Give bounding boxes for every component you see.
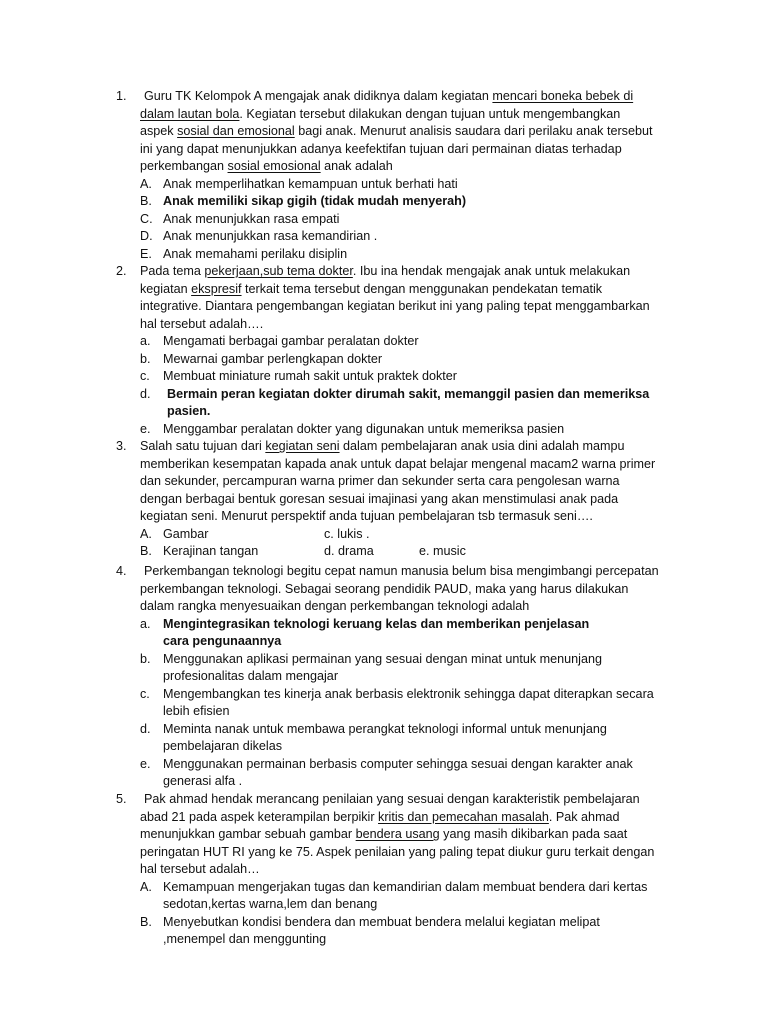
option-text: Mengintegrasikan teknologi keruang kelas dan memberikan penjelasan — [163, 616, 590, 631]
stem-text: integrative. Diantara pengembangan kegiatan berikut ini yang paling tepat menggambarkan — [140, 299, 650, 313]
option-text: lebih efisien — [163, 704, 230, 718]
option-text: Membuat miniature rumah sakit untuk praktek dokter — [163, 369, 457, 383]
option-label: b. — [140, 651, 151, 666]
question-stem-line — [140, 491, 618, 508]
question-number: 1. — [116, 89, 127, 103]
question-number: 3. — [116, 439, 127, 453]
question-stem-line — [144, 88, 633, 105]
option-text: Bermain peran kegiatan dokter dirumah sakit, memanggil pasien dan memeriksa — [167, 386, 650, 401]
underlined-term: pekerjaan,sub tema dokter — [204, 264, 353, 278]
question-stem-line — [140, 456, 655, 473]
option-label: b. — [140, 351, 151, 366]
underlined-term: mencari boneka bebek di — [492, 89, 634, 103]
stem-text: . Pak ahmad — [548, 809, 620, 824]
option-label: A. — [140, 879, 152, 894]
stem-text: Salah satu tujuan dari — [140, 439, 266, 453]
option-text: Kemampuan mengerjakan tugas dan kemandirian dalam membuat bendera dari kertas — [163, 879, 648, 894]
underlined-term: ekspresif — [191, 281, 242, 296]
question-stem-line — [140, 158, 393, 175]
option-text: pembelajaran dikelas — [163, 739, 283, 753]
question-stem-line — [140, 123, 652, 140]
option-text: Mewarnai gambar perlengkapan dokter — [163, 351, 383, 366]
stem-text: yang masih dikibarkan pada saat — [439, 827, 628, 841]
option-label: C. — [140, 211, 153, 226]
option-text: Anak memperlihatkan kemampuan untuk berhati hati — [163, 176, 458, 191]
stem-text: dalam pembelajaran anak usia dini adalah mampu — [339, 439, 625, 453]
question-stem-line — [140, 438, 624, 455]
option-label: a. — [140, 334, 151, 348]
option-label: c. — [140, 686, 150, 701]
underlined-term: bendera usang — [355, 827, 440, 841]
option-text: Anak menunjukkan rasa kemandirian . — [163, 229, 378, 243]
stem-text: hal tersebut adalah…. — [140, 316, 264, 331]
stem-text: kegiatan — [140, 281, 192, 296]
stem-text: bagi anak. Menurut analisis saudara dari perilaku anak tersebut — [294, 124, 653, 138]
option-text: Gambar — [163, 526, 209, 541]
option-label: e. — [140, 756, 151, 771]
stem-text: dan sekunder, percampuran warna primer dan sekunder serta cara pengolesan warna — [140, 474, 620, 488]
stem-text: dengan berbagai bentuk goresan sesuai imajinasi yang akan menstimulasi anak pada — [140, 491, 619, 506]
option-label: D. — [140, 229, 153, 243]
option-label: d. — [140, 386, 151, 401]
option-text: e. music — [419, 544, 466, 558]
stem-text: abad 21 pada aspek keterampilan berpikir — [140, 809, 379, 824]
question-number: 2. — [116, 264, 127, 278]
option-text: generasi alfa . — [163, 774, 243, 788]
option-text: c. lukis . — [324, 526, 370, 541]
question-number: 5. — [116, 792, 127, 806]
stem-text: aspek — [140, 124, 178, 138]
stem-text: Guru TK Kelompok A mengajak anak didiknya dalam kegiatan — [144, 89, 493, 103]
option-text: profesionalitas dalam mengajar — [163, 669, 339, 683]
option-text: Kerajinan tangan — [163, 544, 259, 558]
question-stem-line — [144, 563, 659, 580]
stem-text: Perkembangan teknologi begitu cepat namun manusia belum bisa mengimbangi percepatan — [144, 564, 659, 578]
option-label: d. — [140, 721, 151, 736]
stem-text: dalam rangka menyesuaikan dengan perkembangan teknologi adalah — [140, 599, 530, 613]
option-text: Menyebutkan kondisi bendera dan membuat bendera melalui kegiatan melipat — [163, 914, 600, 929]
stem-text: . Ibu ina hendak mengajak anak untuk melakukan — [352, 264, 631, 278]
stem-text: menunjukkan gambar sebuah gambar — [140, 827, 356, 841]
option-label: B. — [140, 914, 152, 929]
option-text: Mengembangkan tes kinerja anak berbasis elektronik sehingga dapat diterapkan secara — [163, 686, 654, 701]
question-stem-line — [140, 598, 529, 615]
question-number: 4. — [116, 564, 127, 578]
question-stem-line — [140, 809, 620, 826]
stem-text: perkembangan teknologi. Sebagai seorang pendidik PAUD, maka yang harus dilakukan — [140, 581, 629, 596]
stem-text: memberikan kesempatan kapada anak untuk dapat belajar mengenal macam2 warna primer — [140, 456, 656, 471]
underlined-term: sosial dan emosional — [177, 124, 295, 138]
stem-text: perkembangan — [140, 159, 228, 173]
option-label: a. — [140, 616, 151, 631]
option-text: Menggunakan permainan berbasis computer sehingga sesuai dengan karakter anak — [163, 756, 633, 771]
stem-text: anak adalah — [320, 159, 393, 173]
stem-text: terkait tema tersebut dengan menggunakan pendekatan tematik — [241, 281, 603, 296]
question-stem-line — [140, 861, 260, 878]
stem-text: kegiatan seni. Menurut perspektif anda tujuan pembelajaran tsb termasuk seni…. — [140, 509, 593, 523]
question-stem-line — [140, 263, 630, 280]
option-text: Meminta nanak untuk membawa perangkat teknologi informal untuk menunjang — [163, 721, 607, 736]
option-text: sedotan,kertas warna,lem dan benang — [163, 897, 378, 911]
option-text: Mengamati berbagai gambar peralatan dokter — [163, 334, 419, 348]
option-label: c. — [140, 369, 150, 383]
stem-text: Pak ahmad hendak merancang penilaian yang sesuai dengan karakteristik pembelajaran — [144, 792, 640, 806]
question-stem-line — [144, 791, 640, 808]
option-text: ,menempel dan menggunting — [163, 932, 327, 946]
question-stem-line — [140, 581, 628, 598]
question-stem-line — [140, 106, 620, 123]
option-label: B. — [140, 544, 152, 558]
question-stem-line — [140, 508, 593, 525]
option-label: B. — [140, 194, 152, 208]
question-stem-line — [140, 826, 627, 843]
stem-text: . Kegiatan tersebut dilakukan dengan tujuan untuk mengembangkan — [239, 106, 621, 121]
question-stem-line — [140, 316, 263, 333]
option-label: A. — [140, 176, 152, 191]
question-stem-line — [140, 844, 654, 861]
stem-text: ini yang dapat menunjukkan adanya keefektifan tujuan dari permainan diatas terhadap — [140, 141, 622, 156]
option-text: pasien. — [167, 404, 211, 418]
underlined-term: kegiatan seni — [265, 439, 340, 453]
option-label: E. — [140, 246, 152, 261]
option-text: Anak memiliki sikap gigih (tidak mudah menyerah) — [163, 194, 467, 208]
underlined-term: kritis dan pemecahan masalah — [378, 809, 549, 824]
question-stem-line — [140, 298, 650, 315]
option-text: cara pengunaannya — [163, 634, 282, 648]
option-label: e. — [140, 421, 151, 436]
stem-text: hal tersebut adalah… — [140, 862, 260, 876]
stem-text: Pada tema — [140, 264, 205, 278]
option-text: Anak memahami perilaku disiplin — [163, 246, 348, 261]
question-stem-line — [140, 141, 622, 158]
option-label: A. — [140, 526, 152, 541]
question-stem-line — [140, 281, 602, 298]
option-text: Menggunakan aplikasi permainan yang sesuai dengan minat untuk menunjang — [163, 651, 602, 666]
stem-text: peringatan HUT RI yang ke 75. Aspek penilaian yang paling tepat diukur guru terkait dengan — [140, 844, 655, 859]
underlined-term: dalam lautan bola — [140, 106, 240, 121]
question-stem-line — [140, 473, 620, 490]
underlined-term: sosial emosional — [227, 159, 321, 173]
option-text: Menggambar peralatan dokter yang digunakan untuk memeriksa pasien — [163, 421, 565, 436]
option-text: d. drama — [324, 544, 374, 558]
option-text: Anak menunjukkan rasa empati — [163, 211, 340, 226]
